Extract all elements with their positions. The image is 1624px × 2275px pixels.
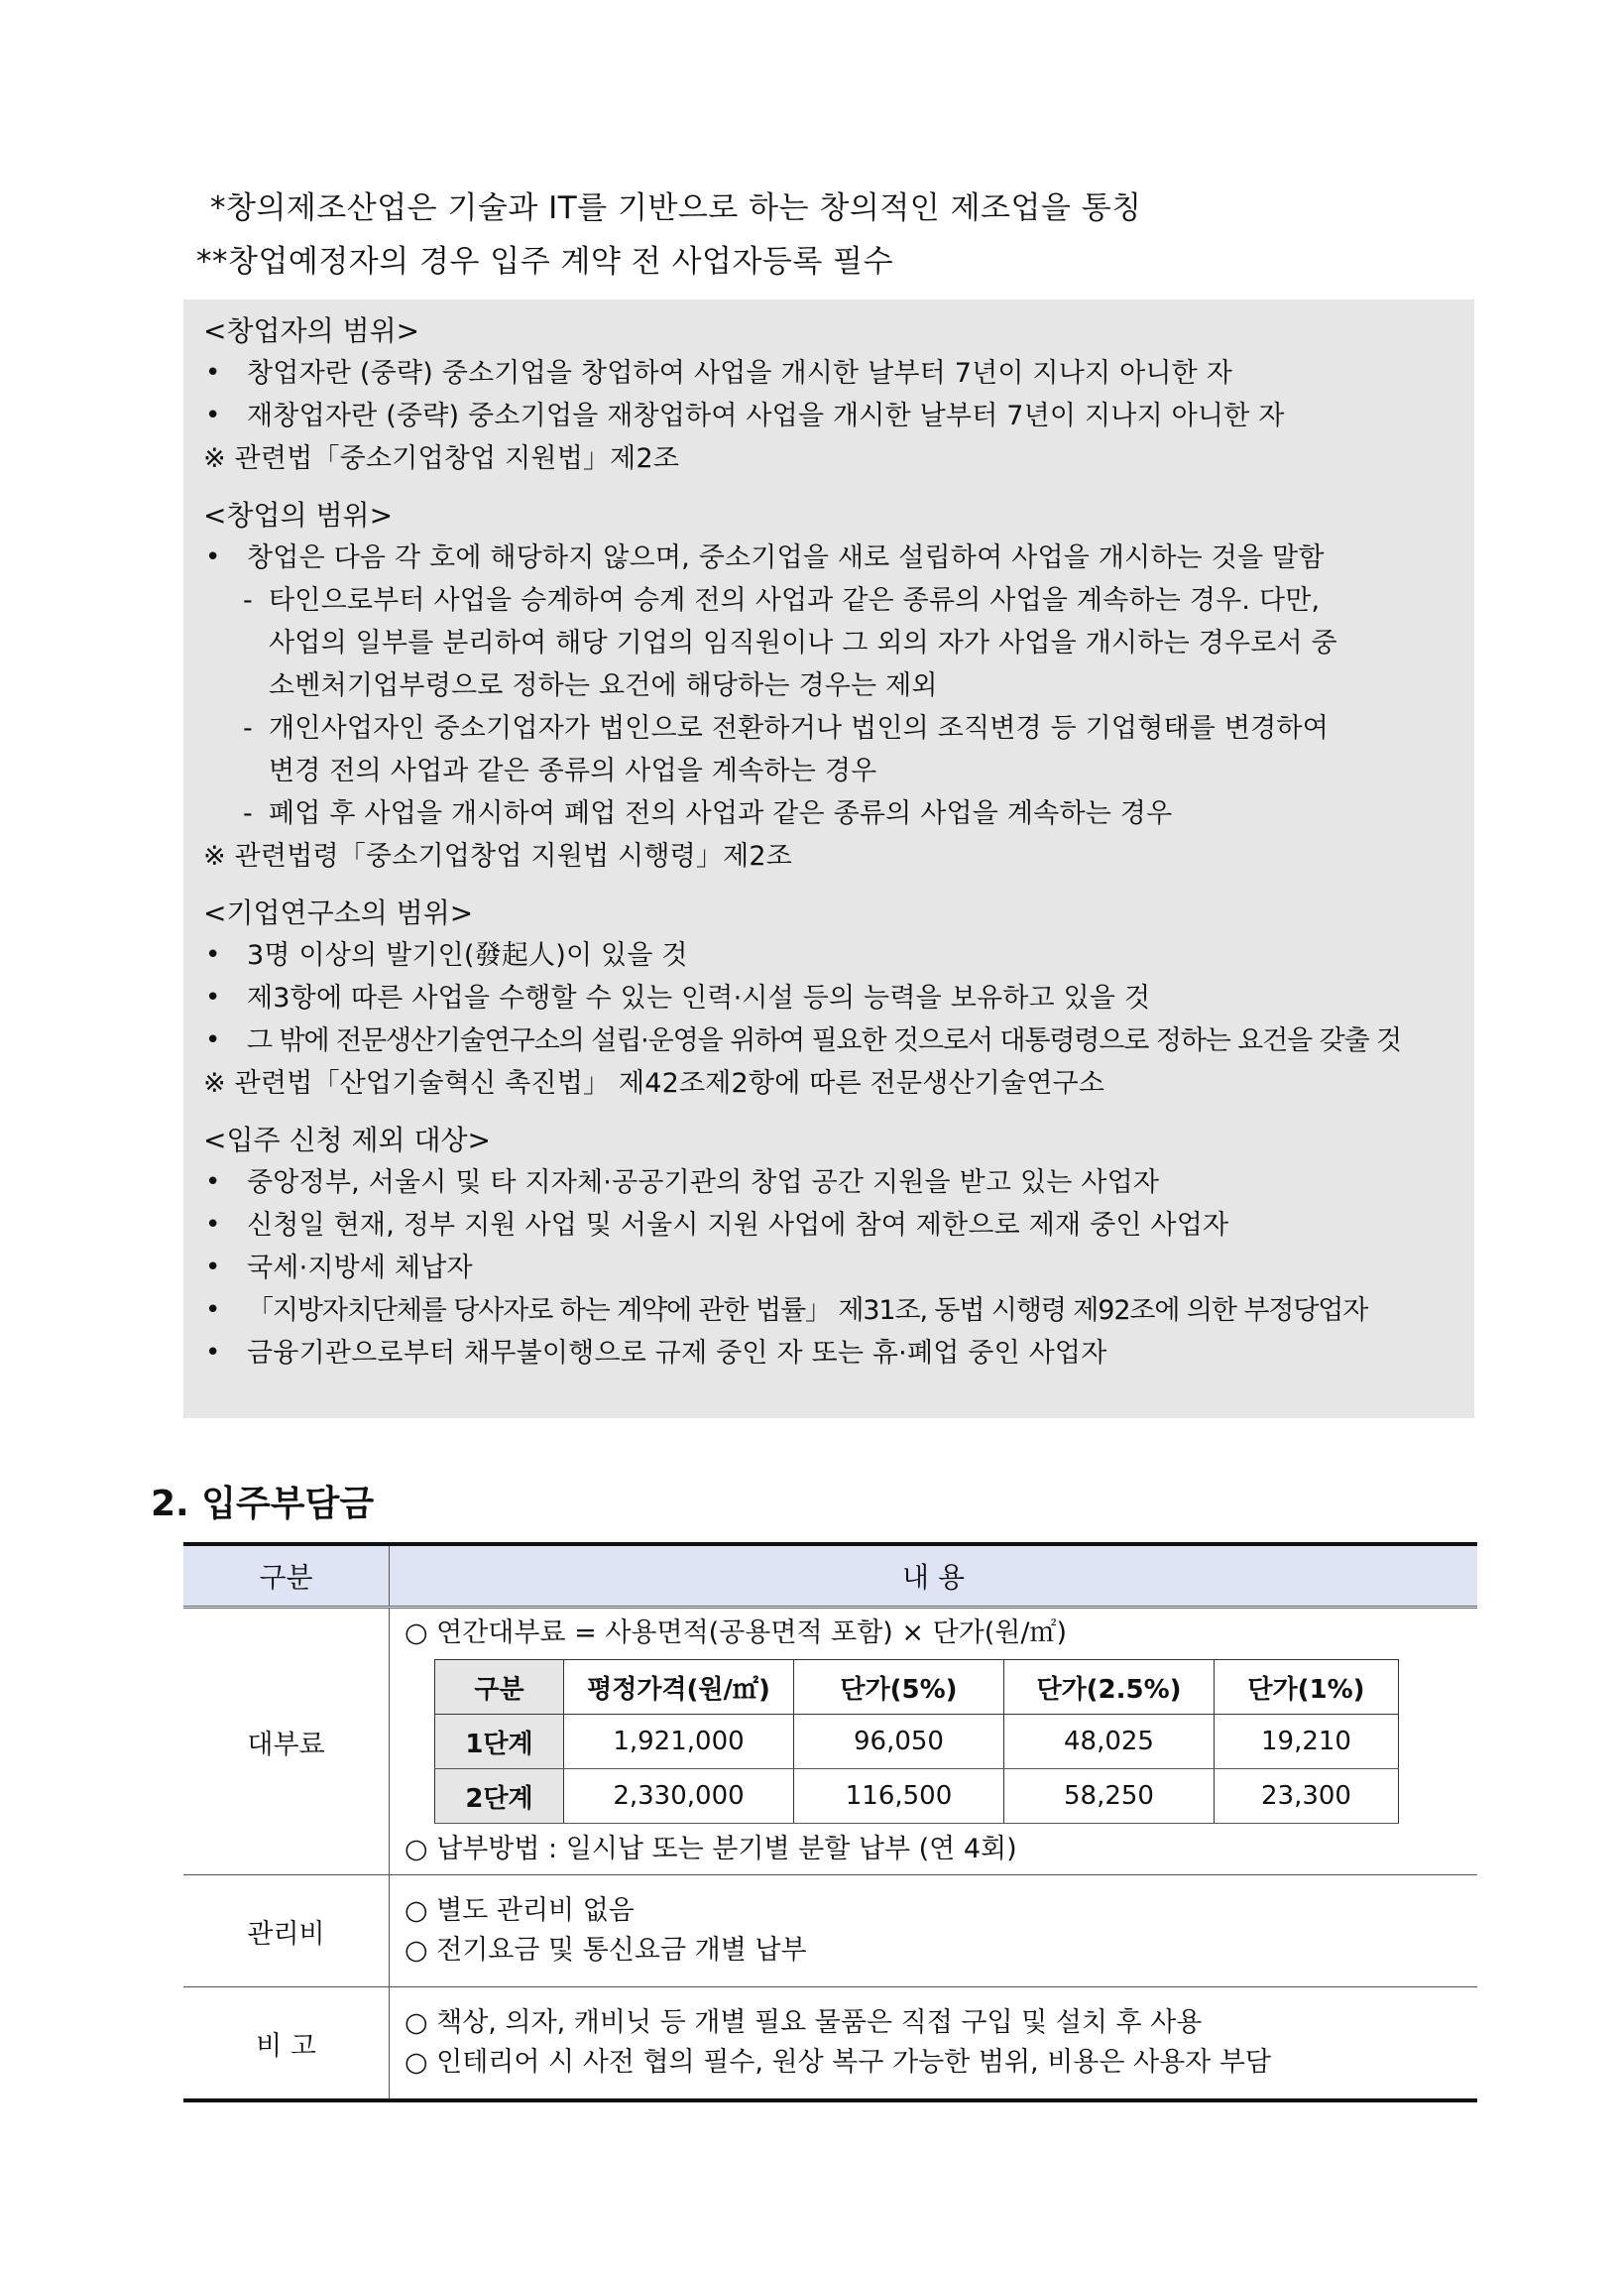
inner-header-cell: 단가(5%) [794,1660,1004,1715]
founder-scope-section [203,309,1454,480]
inner-header-cell: 단가(2.5%) [1004,1660,1215,1715]
inner-header-cell: 평정가격(원/㎡) [564,1660,794,1715]
section-title: <기업연구소의 범위> [203,897,474,929]
inner-header-cell: 구분 [435,1660,564,1715]
price-cell: 19,210 [1215,1715,1399,1769]
bullet-item: • 창업자란 (중략) 중소기업을 창업하여 사업을 개시한 날부터 7년이 지나지 아니한 자 [203,352,1454,395]
bullet-item: • 그 밖에 전문생산기술연구소의 설립·운영을 위하여 필요한 것으로서 대통령령으로 정하는 요건을 갖출 것 [203,1019,1454,1062]
law-reference: ※ 관련법령「중소기업창업 지원법 시행령」제2조 [203,841,793,872]
rent-row [183,1608,1477,1875]
price-cell: 116,500 [794,1769,1004,1824]
eligibility-box [183,299,1474,1418]
remarks-label: 비 고 [183,1987,390,2101]
rent-label: 대부료 [183,1608,390,1875]
rent-content [390,1608,1478,1875]
remarks-row [183,1987,1477,2101]
management-fee-row [183,1875,1477,1987]
price-cell: 1,921,000 [564,1715,794,1769]
inner-header-cell: 단가(1%) [1215,1660,1399,1715]
sub-item: - 폐업 후 사업을 개시하여 폐업 전의 사업과 같은 종류의 사업을 계속하는 경우 [203,792,1454,835]
bullet-item: • 중앙정부, 서울시 및 타 지자체·공공기관의 창업 공간 지원을 받고 있는 사업자 [203,1161,1454,1204]
remarks-line: ○ 책상, 의자, 캐비닛 등 개별 필요 물품은 직접 구입 및 설치 후 사용 [405,2007,1203,2038]
remarks-content [390,1987,1478,2101]
header-category: 구분 [183,1544,390,1608]
section-heading: 2. 입주부담금 [151,1484,375,1524]
law-reference: ※ 관련법「중소기업창업 지원법」제2조 [203,443,680,474]
price-cell: 96,050 [794,1715,1004,1769]
price-cell: 58,250 [1004,1769,1215,1824]
bullet-item: • 국세·지방세 체납자 [203,1247,1454,1289]
sub-item-continued: 변경 전의 사업과 같은 종류의 사업을 계속하는 경우 [269,756,877,786]
unit-price-table [434,1659,1399,1824]
management-label: 관리비 [183,1875,390,1987]
sub-item: - 타인으로부터 사업을 승계하여 승계 전의 사업과 같은 종류의 사업을 계속하는 경우. 다만, [203,579,1454,622]
sub-item-continued: 소벤처기업부령으로 정하는 요건에 해당하는 경우는 제외 [269,670,938,701]
section-title: <창업의 범위> [203,499,394,532]
price-cell: 48,025 [1004,1715,1215,1769]
table-row [435,1769,1399,1824]
rent-formula: ○ 연간대부료 = 사용면적(공용면적 포함) × 단가(원/㎡) [405,1617,1068,1648]
management-line: ○ 별도 관리비 없음 [405,1895,635,1926]
law-reference: ※ 관련법「산업기술혁신 촉진법」 제42조제2항에 따른 전문생산기술연구소 [203,1068,1105,1099]
research-lab-scope-section [203,892,1454,1105]
note-creative-manufacturing: *창의제조산업은 기술과 IT를 기반으로 하는 창의적인 제조업을 통칭 [210,190,1142,226]
stage-cell: 1단계 [435,1715,564,1769]
exclusion-section [203,1119,1454,1375]
stage-cell: 2단계 [435,1769,564,1824]
tenancy-fee-table [183,1542,1477,2102]
table-row [435,1715,1399,1769]
sub-item-continued: 사업의 일부를 분리하여 해당 기업의 임직원이나 그 외의 자가 사업을 개시하는 경우로서 중 [269,628,1337,659]
header-content: 내 용 [390,1544,1478,1608]
bullet-item: • 제3항에 따른 사업을 수행할 수 있는 인력·시설 등의 능력을 보유하고 있을 것 [203,977,1454,1019]
payment-method: ○ 납부방법 : 일시납 또는 분기별 분할 납부 (연 4회) [405,1834,1017,1864]
management-line: ○ 전기요금 및 통신요금 개별 납부 [405,1935,807,1966]
startup-scope-section [203,494,1454,878]
management-content [390,1875,1478,1987]
price-cell: 2,330,000 [564,1769,794,1824]
section-title: <입주 신청 제외 대상> [203,1124,492,1156]
bullet-item: • 금융기관으로부터 채무불이행으로 규제 중인 자 또는 휴·폐업 중인 사업자 [203,1332,1454,1375]
bullet-item: • 3명 이상의 발기인(發起人)이 있을 것 [203,934,1454,977]
bullet-item: • 「지방자치단체를 당사자로 하는 계약에 관한 법률」 제31조, 동법 시행령 제92조에 의한 부정당업자 [203,1289,1454,1332]
bullet-item: • 창업은 다음 각 호에 해당하지 않으며, 중소기업을 새로 설립하여 사업을 개시하는 것을 말함 [203,537,1454,579]
price-cell: 23,300 [1215,1769,1399,1824]
remarks-line: ○ 인테리어 시 사전 협의 필수, 원상 복구 가능한 범위, 비용은 사용자 부담 [405,2047,1272,2078]
bullet-item: • 재창업자란 (중략) 중소기업을 재창업하여 사업을 개시한 날부터 7년이 지나지 아니한 자 [203,395,1454,437]
sub-item: - 개인사업자인 중소기업자가 법인으로 전환하거나 법인의 조직변경 등 기업형태를 변경하여 [203,707,1454,750]
note-business-registration: **창업예정자의 경우 입주 계약 전 사업자등록 필수 [196,244,894,280]
section-title: <창업자의 범위> [203,314,420,347]
bullet-item: • 신청일 현재, 정부 지원 사업 및 서울시 지원 사업에 참여 제한으로 제재 중인 사업자 [203,1204,1454,1247]
